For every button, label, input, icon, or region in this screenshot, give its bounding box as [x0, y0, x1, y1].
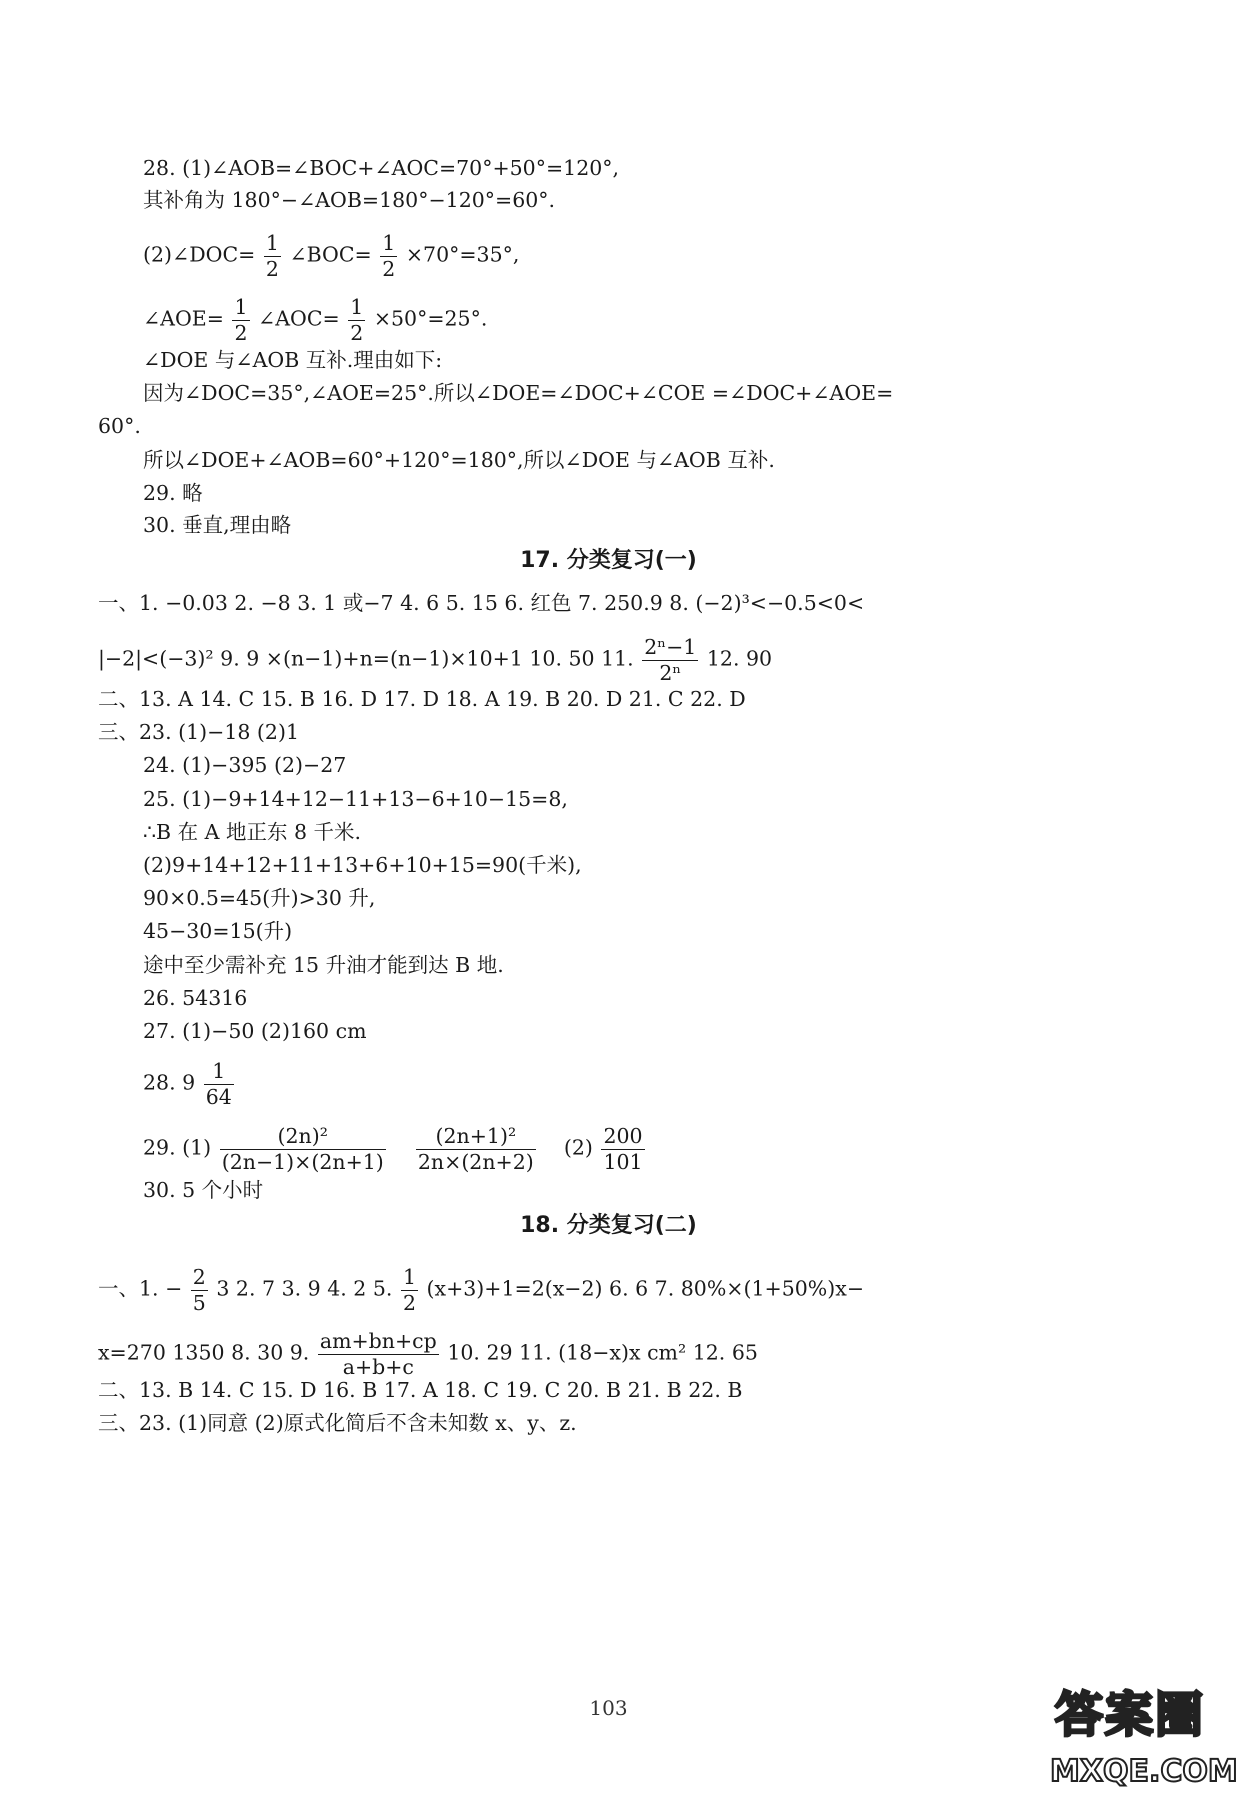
fraction-denominator: 2ⁿ: [659, 660, 682, 685]
fraction-half: [232, 296, 249, 344]
fraction-q29-b: [416, 1125, 536, 1173]
text-segment: (2): [563, 1135, 593, 1160]
fraction-numerator: am+bn+cp: [319, 1329, 437, 1353]
s17-answer-25-1: 25. (1)−9+14+12−11+13−6+10−15=8,: [143, 787, 568, 811]
s17-answer-28: [143, 1060, 236, 1108]
s17-answer-23: 三、23. (1)−18 (2)1: [98, 720, 300, 744]
s17-answer-25-final: 途中至少需补充 15 升油才能到达 B 地.: [143, 953, 504, 977]
fraction-q29-a: [220, 1125, 386, 1173]
answer-30: 30. 垂直,理由略: [143, 513, 292, 537]
answer-28-part1: 28. (1)∠AOB=∠BOC+∠AOC=70°+50°=120°,: [143, 156, 620, 180]
text-segment: ×50°=25°.: [373, 306, 488, 331]
fraction-denominator: 2n×(2n+2): [417, 1149, 534, 1174]
fraction-numerator: 1: [350, 295, 364, 319]
section-title-18: 18. 分类复习(二): [520, 1213, 697, 1238]
s17-answer-25-2: (2)9+14+12+11+13+6+10+15=90(千米),: [143, 853, 582, 877]
fraction-half: [380, 232, 397, 280]
fraction-half: [348, 296, 365, 344]
watermark-url: MXQE.COM: [1050, 1754, 1238, 1789]
text-segment: ∠BOC=: [289, 242, 372, 267]
answer-28-reason-cont: 60°.: [98, 414, 141, 438]
fraction-numerator: 1: [204, 1060, 234, 1085]
answer-29: 29. 略: [143, 481, 203, 505]
fraction-half: [401, 1266, 418, 1314]
text-segment: (2)∠DOC=: [143, 242, 256, 267]
fraction-denominator: (2n−1)×(2n+1): [221, 1149, 384, 1174]
fraction-two-fifths: [191, 1266, 208, 1314]
text-segment: ×70°=35°,: [405, 242, 520, 267]
fraction-denominator: 2: [350, 320, 364, 345]
s17-answer-27: 27. (1)−50 (2)160 cm: [143, 1019, 367, 1043]
fraction-numerator: 2ⁿ−1: [644, 635, 697, 659]
text-segment: 3 2. 7 3. 9 4. 2 5.: [216, 1276, 393, 1301]
s18-fill-in-line1: [98, 1266, 864, 1314]
text-segment: (x+3)+1=2(x−2) 6. 6 7. 80%×(1+50%)x−: [426, 1276, 864, 1301]
fraction-numerator: (2n)²: [220, 1125, 386, 1150]
answer-28-reason: 因为∠DOC=35°,∠AOE=25°.所以∠DOE=∠DOC+∠COE =∠DOC+∠AOE=: [143, 381, 894, 405]
answer-28-aoe: [143, 296, 487, 344]
fraction-numerator: 2: [192, 1265, 206, 1289]
s18-fill-in-line2: [98, 1330, 758, 1378]
fraction-denominator: 2: [265, 256, 279, 281]
fraction-numerator: 1: [402, 1265, 416, 1289]
fraction-q29-c: [601, 1125, 644, 1173]
fraction-denominator: 2: [382, 256, 396, 281]
s18-answer-23: 三、23. (1)同意 (2)原式化简后不含未知数 x、y、z.: [98, 1411, 577, 1435]
fraction-numerator: (2n+1)²: [416, 1125, 536, 1150]
fraction-denominator: a+b+c: [342, 1354, 414, 1379]
s17-answer-29: [143, 1125, 647, 1173]
watermark-logo: [1050, 1678, 1238, 1794]
text-segment: 10. 29 11. (18−x)x cm² 12. 65: [447, 1340, 758, 1365]
text-segment: 28. 9: [143, 1070, 196, 1095]
s17-answer-24: 24. (1)−395 (2)−27: [143, 753, 347, 777]
s17-fill-in-line2: [98, 636, 772, 684]
s17-fill-in-line1: 一、1. −0.03 2. −8 3. 1 或−7 4. 6 5. 15 6. 红色 7. 250.9 8. (−2)³<−0.5<0<: [98, 591, 865, 615]
fraction-numerator: 1: [382, 231, 396, 255]
text-segment: 一、1. −: [98, 1276, 183, 1301]
fraction-denominator: 101: [603, 1149, 643, 1174]
answer-28-conclusion: 所以∠DOE+∠AOB=60°+120°=180°,所以∠DOE 与∠AOB 互补.: [143, 448, 775, 472]
s17-answer-25-diff: 45−30=15(升): [143, 919, 293, 943]
s18-choice-answers: 二、13. B 14. C 15. D 16. B 17. A 18. C 19. C 20. B 21. B 22. B: [98, 1378, 743, 1402]
text-segment: ∠AOE=: [143, 306, 224, 331]
s17-choice-answers: 二、13. A 14. C 15. B 16. D 17. D 18. A 19. B 20. D 21. C 22. D: [98, 687, 746, 711]
fraction-denominator: 2: [234, 320, 248, 345]
s17-answer-26: 26. 54316: [143, 986, 248, 1010]
answer-28-claim: ∠DOE 与∠AOB 互补.理由如下:: [143, 348, 443, 372]
answer-28-part2-doc: [143, 232, 519, 280]
fraction-q11: [642, 636, 698, 684]
section-title-17: 17. 分类复习(一): [520, 548, 697, 573]
s17-answer-30: 30. 5 个小时: [143, 1178, 264, 1202]
watermark-title: 答案圈: [1054, 1687, 1205, 1743]
fraction-denominator: 2: [402, 1290, 416, 1315]
fraction-numerator: 1: [265, 231, 279, 255]
page-number: 103: [589, 1696, 628, 1720]
fraction-numerator: 200: [603, 1124, 643, 1148]
s17-answer-25-fuel: 90×0.5=45(升)>30 升,: [143, 886, 376, 910]
fraction-q9: [318, 1330, 439, 1378]
text-segment: |−2|<(−3)² 9. 9 ×(n−1)+n=(n−1)×10+1 10. 50 11.: [98, 646, 634, 671]
text-segment: x=270 1350 8. 30 9.: [98, 1340, 310, 1365]
answer-28-supplement: 其补角为 180°−∠AOB=180°−120°=60°.: [143, 188, 556, 212]
fraction-denominator: 5: [192, 1290, 206, 1315]
fraction-numerator: 1: [234, 295, 248, 319]
fraction-q28: [204, 1060, 234, 1108]
text-segment: 12. 90: [706, 646, 773, 671]
s17-answer-25-conclusion: ∴B 在 A 地正东 8 千米.: [143, 820, 362, 844]
fraction-half: [264, 232, 281, 280]
fraction-denominator: 64: [205, 1084, 232, 1109]
text-segment: ∠AOC=: [258, 306, 340, 331]
text-segment: 29. (1): [143, 1135, 212, 1160]
